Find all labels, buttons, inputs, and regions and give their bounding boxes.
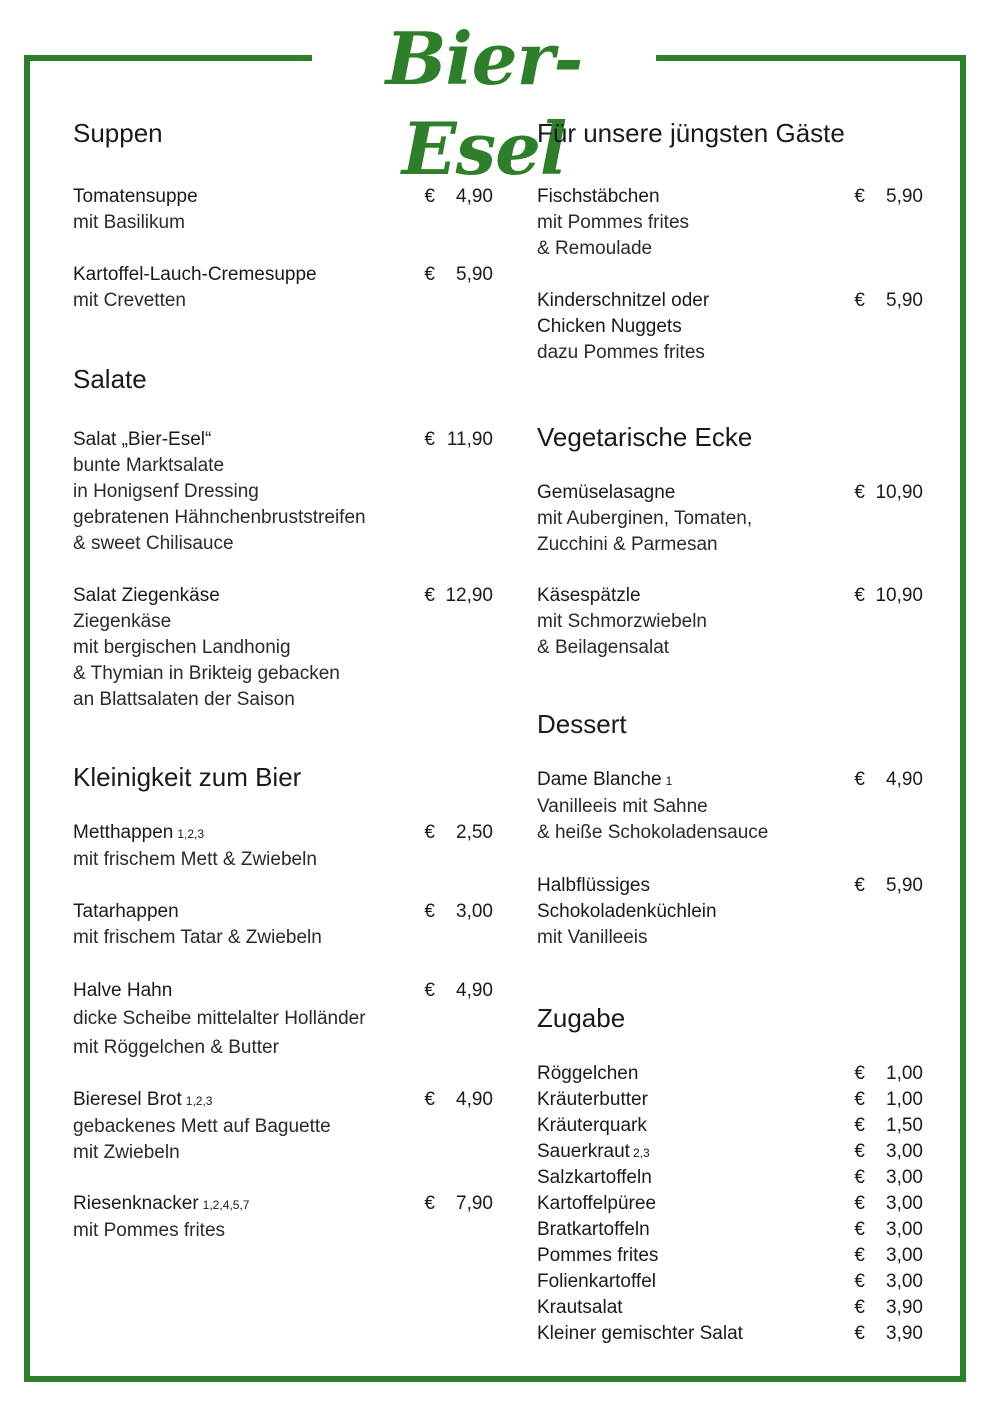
menu-item-dame-blanche (537, 767, 923, 846)
item-name: Fischstäbchen (537, 186, 660, 207)
zugabe-row (537, 1113, 923, 1139)
currency-symbol: € (854, 1219, 865, 1240)
menu-item-halbfluessiges (537, 873, 923, 951)
item-desc: mit Schmorzwiebeln (537, 611, 707, 632)
item-price (854, 480, 923, 506)
zugabe-row (537, 1243, 923, 1269)
currency-symbol: € (854, 290, 865, 311)
allergen-codes: 1,2,3 (177, 827, 205, 841)
zugabe-row (537, 1139, 923, 1165)
currency-symbol: € (424, 585, 435, 606)
price-value: 5,90 (886, 875, 923, 896)
menu-item-fischstaebchen (537, 184, 923, 262)
menu-item-kartoffel-lauch (73, 262, 493, 314)
price-value: 1,50 (886, 1115, 923, 1136)
item-desc: Vanilleeis mit Sahne (537, 796, 708, 817)
zugabe-name: Kräuterbutter (537, 1089, 648, 1110)
item-desc: an Blattsalaten der Saison (73, 689, 295, 710)
item-name: Käsespätzle (537, 585, 641, 606)
currency-symbol: € (854, 585, 865, 606)
currency-symbol: € (854, 1089, 865, 1110)
item-price (424, 978, 493, 1004)
item-price (854, 1269, 923, 1295)
menu-item-halve-hahn (73, 978, 493, 1062)
price-value: 2,50 (456, 822, 493, 843)
item-name (537, 767, 923, 794)
price-value: 5,90 (886, 186, 923, 207)
item-price (854, 288, 923, 314)
currency-symbol: € (854, 482, 865, 503)
price-value: 5,90 (886, 290, 923, 311)
price-value: 4,90 (456, 1089, 493, 1110)
item-name: Kartoffel-Lauch-Cremesuppe (73, 264, 317, 285)
price-value: 3,90 (886, 1297, 923, 1318)
menu-item-kinderschnitzel (537, 288, 923, 366)
currency-symbol: € (424, 264, 435, 285)
menu-item-metthappen (73, 820, 493, 873)
item-desc: & Remoulade (537, 238, 653, 259)
zugabe-name: Salzkartoffeln (537, 1167, 652, 1188)
zugabe-name: Bratkartoffeln (537, 1219, 650, 1240)
item-name: Salat Ziegenkäse (73, 585, 220, 606)
item-name-text: Dame Blanche (537, 769, 662, 790)
price-value: 11,90 (446, 429, 493, 450)
price-value: 3,00 (886, 1141, 923, 1162)
item-price (854, 184, 923, 210)
item-price (854, 1295, 923, 1321)
price-value: 1,00 (886, 1063, 923, 1084)
item-desc: mit bergischen Landhonig (73, 637, 291, 658)
item-desc: dicke Scheibe mittelalter Holländer (73, 1008, 366, 1029)
item-name-text: Riesenknacker (73, 1193, 199, 1214)
item-desc: mit frischem Mett & Zwiebeln (73, 849, 317, 870)
currency-symbol: € (854, 1063, 865, 1084)
item-desc: dazu Pommes frites (537, 342, 705, 363)
price-value: 12,90 (445, 585, 493, 606)
item-name: Kinderschnitzel oder (537, 290, 710, 311)
item-price (424, 427, 493, 453)
price-value: 1,00 (886, 1089, 923, 1110)
item-desc: mit Röggelchen & Butter (73, 1037, 279, 1058)
item-name-text: Metthappen (73, 822, 174, 843)
zugabe-row (537, 1191, 923, 1217)
price-value: 4,90 (456, 980, 493, 1001)
item-price (424, 899, 493, 925)
currency-symbol: € (854, 1323, 865, 1344)
price-value: 4,90 (886, 769, 923, 790)
item-price (424, 583, 493, 609)
item-price (854, 1217, 923, 1243)
item-name: Tomatensuppe (73, 186, 198, 207)
currency-symbol: € (854, 1115, 865, 1136)
zugabe-row (537, 1087, 923, 1113)
zugabe-name-text: Sauerkraut (537, 1141, 630, 1162)
item-desc: gebackenes Mett auf Baguette (73, 1116, 331, 1137)
zugabe-row (537, 1061, 923, 1087)
zugabe-row (537, 1217, 923, 1243)
zugabe-name: Kleiner gemischter Salat (537, 1323, 743, 1344)
zugabe-name: Folienkartoffel (537, 1271, 656, 1292)
price-value: 3,00 (886, 1193, 923, 1214)
zugabe-row (537, 1321, 923, 1347)
item-desc: mit frischem Tatar & Zwiebeln (73, 927, 322, 948)
zugabe-row (537, 1295, 923, 1321)
allergen-codes: 1,2,4,5,7 (202, 1198, 250, 1212)
currency-symbol: € (854, 769, 865, 790)
price-value: 3,00 (886, 1167, 923, 1188)
item-desc: in Honigsenf Dressing (73, 481, 259, 502)
item-desc: & sweet Chilisauce (73, 533, 234, 554)
item-price (854, 1087, 923, 1113)
zugabe-name: Röggelchen (537, 1063, 639, 1084)
item-desc: bunte Marktsalate (73, 455, 225, 476)
price-value: 3,00 (886, 1245, 923, 1266)
currency-symbol: € (854, 875, 865, 896)
zugabe-name (537, 1141, 650, 1162)
menu-item-salat-bier-esel (73, 427, 493, 557)
item-desc: mit Pommes frites (537, 212, 690, 233)
item-price (854, 1243, 923, 1269)
brand-logo: Bier-Esel (385, 16, 583, 191)
item-desc: & Thymian in Brikteig gebacken (73, 663, 340, 684)
item-desc: mit Auberginen, Tomaten, (537, 508, 753, 529)
item-price (854, 1321, 923, 1347)
menu-item-gemueselasagne (537, 480, 923, 558)
section-title-suppen: Suppen (73, 118, 163, 148)
item-desc: Zucchini & Parmesan (537, 534, 718, 555)
item-price (854, 1113, 923, 1139)
item-desc: mit Crevetten (73, 290, 186, 311)
item-desc: mit Zwiebeln (73, 1142, 180, 1163)
item-name: Halve Hahn (73, 980, 173, 1001)
price-value: 7,90 (456, 1193, 493, 1214)
item-name: Gemüselasagne (537, 482, 676, 503)
item-desc: Ziegenkäse (73, 611, 172, 632)
currency-symbol: € (424, 980, 435, 1001)
section-title-kinder: Für unsere jüngsten Gäste (537, 118, 845, 148)
currency-symbol: € (424, 429, 435, 450)
section-title-zugabe: Zugabe (537, 1003, 626, 1033)
price-value: 3,00 (456, 901, 493, 922)
currency-symbol: € (854, 1141, 865, 1162)
item-price (854, 873, 923, 899)
item-name-line2: Schokoladenküchlein (537, 901, 717, 922)
item-name-line2: Chicken Nuggets (537, 316, 682, 337)
currency-symbol: € (424, 822, 435, 843)
item-name: Salat „Bier-Esel“ (73, 429, 212, 450)
item-desc: mit Vanilleeis (537, 927, 648, 948)
zugabe-name: Kartoffelpüree (537, 1193, 657, 1214)
menu-item-tomatensuppe (73, 184, 493, 236)
item-price (424, 184, 493, 210)
item-price (424, 820, 493, 846)
currency-symbol: € (424, 901, 435, 922)
price-value: 5,90 (456, 264, 493, 285)
allergen-codes: 1 (665, 774, 673, 788)
price-value: 3,00 (886, 1219, 923, 1240)
item-name: Halbflüssiges (537, 875, 650, 896)
currency-symbol: € (424, 186, 435, 207)
currency-symbol: € (854, 186, 865, 207)
currency-symbol: € (854, 1193, 865, 1214)
menu-item-kaesespaetzle (537, 583, 923, 661)
item-price (854, 1061, 923, 1087)
price-value: 10,90 (875, 585, 923, 606)
zugabe-name: Kräuterquark (537, 1115, 647, 1136)
menu-item-bieresel-brot (73, 1087, 493, 1166)
price-value: 4,90 (456, 186, 493, 207)
allergen-codes: 1,2,3 (185, 1094, 213, 1108)
item-desc: & Beilagensalat (537, 637, 670, 658)
zugabe-name: Krautsalat (537, 1297, 623, 1318)
item-price (424, 262, 493, 288)
item-price (854, 767, 923, 793)
item-price (424, 1087, 493, 1113)
section-title-vegetarisch: Vegetarische Ecke (537, 422, 753, 452)
section-title-kleinigkeit: Kleinigkeit zum Bier (73, 762, 302, 792)
item-price (854, 1191, 923, 1217)
item-desc: mit Basilikum (73, 212, 185, 233)
menu-item-salat-ziegenkaese (73, 583, 493, 713)
item-price (424, 1191, 493, 1217)
price-value: 3,90 (886, 1323, 923, 1344)
section-title-salate: Salate (73, 364, 147, 394)
zugabe-row (537, 1165, 923, 1191)
currency-symbol: € (854, 1271, 865, 1292)
zugabe-name: Pommes frites (537, 1245, 659, 1266)
allergen-codes: 2,3 (632, 1146, 650, 1160)
currency-symbol: € (854, 1297, 865, 1318)
section-title-dessert: Dessert (537, 709, 627, 739)
item-name-text: Bieresel Brot (73, 1089, 182, 1110)
item-desc: mit Pommes frites (73, 1220, 226, 1241)
menu-item-riesenknacker (73, 1191, 493, 1244)
zugabe-row (537, 1269, 923, 1295)
item-desc: & heiße Schokoladensauce (537, 822, 769, 843)
item-price (854, 1165, 923, 1191)
price-value: 3,00 (886, 1271, 923, 1292)
price-value: 10,90 (875, 482, 923, 503)
item-name: Tatarhappen (73, 901, 179, 922)
currency-symbol: € (854, 1245, 865, 1266)
item-price (854, 583, 923, 609)
menu-item-tatarhappen (73, 899, 493, 951)
currency-symbol: € (424, 1089, 435, 1110)
item-price (854, 1139, 923, 1165)
item-desc: gebratenen Hähnchenbruststreifen (73, 507, 366, 528)
currency-symbol: € (854, 1167, 865, 1188)
currency-symbol: € (424, 1193, 435, 1214)
